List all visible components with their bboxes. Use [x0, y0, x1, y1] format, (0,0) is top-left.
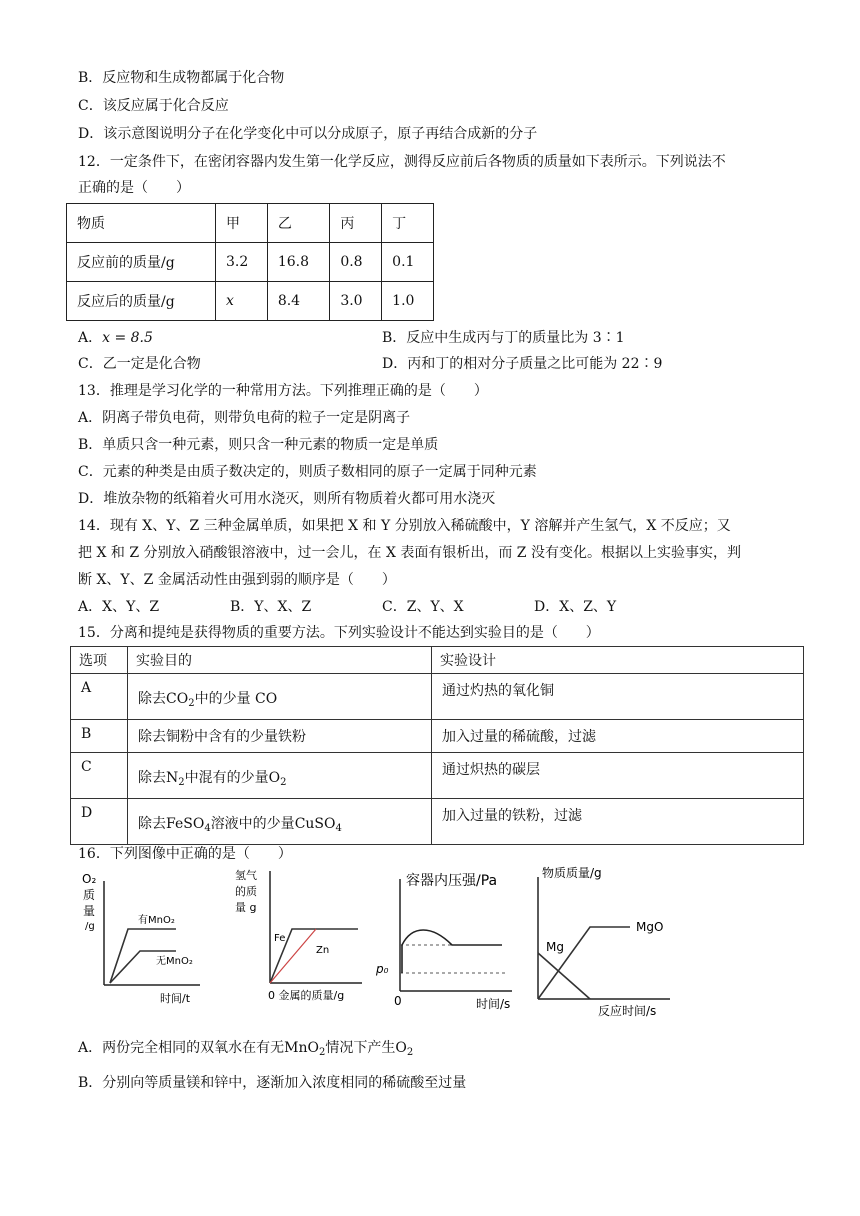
- subscript: 2: [188, 698, 195, 709]
- table-cell: 丁: [382, 204, 434, 243]
- table-cell: [128, 674, 432, 720]
- axis-label: 时间/s: [476, 997, 511, 1010]
- axis-label: 0: [394, 994, 402, 1008]
- goal-text: 除去: [138, 816, 166, 832]
- axis-label: /g: [85, 921, 95, 932]
- goal-text: 中混有的少量: [184, 770, 269, 786]
- q12-table: [66, 203, 434, 321]
- table-cell: D: [71, 799, 128, 845]
- table-cell: C: [71, 753, 128, 799]
- subscript: 2: [406, 1047, 414, 1058]
- series-label: 无MnO₂: [156, 956, 193, 967]
- q11-option-b: B．反应物和生成物都属于化合物: [78, 70, 285, 86]
- axis-label: 质: [83, 888, 96, 902]
- table-cell: 加入过量的稀硫酸，过滤: [432, 720, 804, 753]
- goal-text: 除去: [138, 770, 166, 786]
- table-row: [71, 720, 804, 753]
- formula: CuSO: [294, 816, 336, 832]
- q14-stem-line1: 14．现有 X、Y、Z 三种金属单质，如果把 X 和 Y 分别放入稀硫酸中，Y 溶解并产生氢气，X 不反应；又: [78, 518, 731, 534]
- subscript: 2: [318, 1047, 326, 1058]
- table-cell: [128, 753, 432, 799]
- table-cell: 3.0: [330, 282, 382, 321]
- q13-option-b: B．单质只含一种元素，则只含一种元素的物质一定是单质: [78, 437, 439, 453]
- q16-graph-c: [372, 865, 520, 1010]
- table-cell: 反应后的质量/g: [67, 282, 216, 321]
- table-cell: 乙: [267, 204, 330, 243]
- table-row: [71, 799, 804, 845]
- option-label: A．: [78, 330, 103, 346]
- table-cell: 除去铜粉中含有的少量铁粉: [128, 720, 432, 753]
- q14-option-b: B．Y、X、Z: [230, 599, 312, 615]
- axis-label: 容器内压强/Pa: [406, 873, 498, 889]
- table-cell: 1.0: [382, 282, 434, 321]
- q13-option-c: C．元素的种类是由质子数决定的，则质子数相同的原子一定属于同种元素: [78, 464, 537, 480]
- q11-option-c: C．该反应属于化合反应: [78, 98, 229, 114]
- table-cell: 反应前的质量/g: [67, 243, 216, 282]
- axis-label: p₀: [376, 962, 389, 976]
- axis-label: O₂: [82, 872, 97, 886]
- q12-option-b: B．反应中生成丙与丁的质量比为 3∶1: [382, 330, 625, 346]
- series-label: 有MnO₂: [138, 915, 175, 926]
- series-label: Fe: [274, 933, 286, 944]
- q15-table: [70, 646, 804, 845]
- q11-option-d: D．该示意图说明分子在化学变化中可以分成原子，原子再结合成新的分子: [78, 126, 538, 142]
- table-cell: A: [71, 674, 128, 720]
- table-cell: 物质: [67, 204, 216, 243]
- q13-stem: 13．推理是学习化学的一种常用方法。下列推理正确的是（ ）: [78, 383, 488, 399]
- subscript: 4: [335, 823, 342, 834]
- formula: CO: [166, 691, 189, 707]
- axis-label: 反应时间/s: [598, 1004, 657, 1017]
- formula: MnO: [284, 1040, 319, 1056]
- formula: N: [166, 770, 179, 786]
- goal-text: 除去: [138, 691, 166, 707]
- q14-stem-line2: 把 X 和 Z 分别放入硝酸银溶液中，过一会儿，在 X 表面有银析出，而 Z 没有变化。根据以上实验事实，判: [78, 545, 741, 561]
- axis-label: 量 g: [235, 901, 257, 914]
- table-cell: 丙: [330, 204, 382, 243]
- table-cell: 通过炽热的碳层: [432, 753, 804, 799]
- subscript: 4: [204, 823, 211, 834]
- subscript: 2: [280, 777, 287, 788]
- q13-option-d: D．堆放杂物的纸箱着火可用水浇灭，则所有物质着火都可用水浇灭: [78, 491, 496, 507]
- table-cell: 0.8: [330, 243, 382, 282]
- equation: x = 8.5: [102, 330, 153, 346]
- q16-graph-d: [530, 865, 678, 1017]
- q16-option-b: B．分别向等质量镁和锌中，逐渐加入浓度相同的稀硫酸至过量: [78, 1075, 467, 1091]
- table-cell: 0.1: [382, 243, 434, 282]
- axis-label: 时间/t: [160, 992, 191, 1005]
- series-label: Mg: [546, 940, 564, 954]
- series-label: MgO: [636, 920, 664, 934]
- table-cell: 加入过量的铁粉，过滤: [432, 799, 804, 845]
- table-cell: 8.4: [267, 282, 330, 321]
- table-header-row: [71, 647, 804, 674]
- table-cell: 实验设计: [432, 647, 804, 674]
- table-cell: [128, 799, 432, 845]
- table-row: [67, 243, 434, 282]
- table-cell: x: [216, 282, 268, 321]
- q16-stem: 16．下列图像中正确的是（ ）: [78, 846, 292, 862]
- table-cell: 选项: [71, 647, 128, 674]
- goal-text: 中的少量 CO: [194, 691, 278, 707]
- q14-option-a: A．X、Y、Z: [78, 599, 160, 615]
- series-line: [538, 927, 630, 999]
- table-cell: 甲: [216, 204, 268, 243]
- table-cell: B: [71, 720, 128, 753]
- axis-label: 氢气: [235, 869, 257, 882]
- axis-label: 0 金属的质量/g: [268, 989, 345, 1002]
- q16-graph-b: [232, 865, 367, 1010]
- q15-stem: 15．分离和提纯是获得物质的重要方法。下列实验设计不能达到实验目的是（ ）: [78, 625, 600, 641]
- table-row: [67, 282, 434, 321]
- q16-option-a: [78, 1038, 413, 1063]
- q14-stem-line3: 断 X、Y、Z 金属活动性由强到弱的顺序是（ ）: [78, 572, 396, 588]
- axis-label: 量: [83, 904, 96, 918]
- q14-option-d: D．X、Z、Y: [534, 599, 617, 615]
- option-text: A．两份完全相同的双氧水在有无: [78, 1040, 285, 1056]
- q12-option-c: C．乙一定是化合物: [78, 356, 201, 372]
- q16-graph-a: [80, 865, 205, 1010]
- axis-label: 的质: [235, 885, 257, 898]
- series-line: [538, 953, 590, 999]
- table-cell: 3.2: [216, 243, 268, 282]
- table-cell: 16.8: [267, 243, 330, 282]
- q12-option-d: D．丙和丁的相对分子质量之比可能为 22∶9: [382, 356, 663, 372]
- series-line: [402, 930, 502, 973]
- q12-stem-line1: 12．一定条件下，在密闭容器内发生第一化学反应，测得反应前后各物质的质量如下表所示。下列说法不: [78, 154, 726, 170]
- table-cell: 通过灼热的氧化铜: [432, 674, 804, 720]
- formula: O: [395, 1040, 407, 1056]
- goal-text: 溶液中的少量: [210, 816, 295, 832]
- table-row: [71, 753, 804, 799]
- formula: FeSO: [166, 816, 205, 832]
- subscript: 2: [178, 777, 185, 788]
- q14-option-c: C．Z、Y、X: [382, 599, 464, 615]
- table-header-row: [67, 204, 434, 243]
- table-cell: 实验目的: [128, 647, 432, 674]
- formula: O: [268, 770, 281, 786]
- q12-stem-line2: 正确的是（ ）: [78, 180, 190, 196]
- table-row: [71, 674, 804, 720]
- series-label: Zn: [316, 945, 330, 956]
- option-text: 情况下产生: [325, 1040, 396, 1056]
- axis-label: 物质质量/g: [542, 866, 602, 880]
- q13-option-a: A．阴离子带负电荷，则带负电荷的粒子一定是阴离子: [78, 410, 411, 426]
- q12-option-a: [78, 328, 153, 348]
